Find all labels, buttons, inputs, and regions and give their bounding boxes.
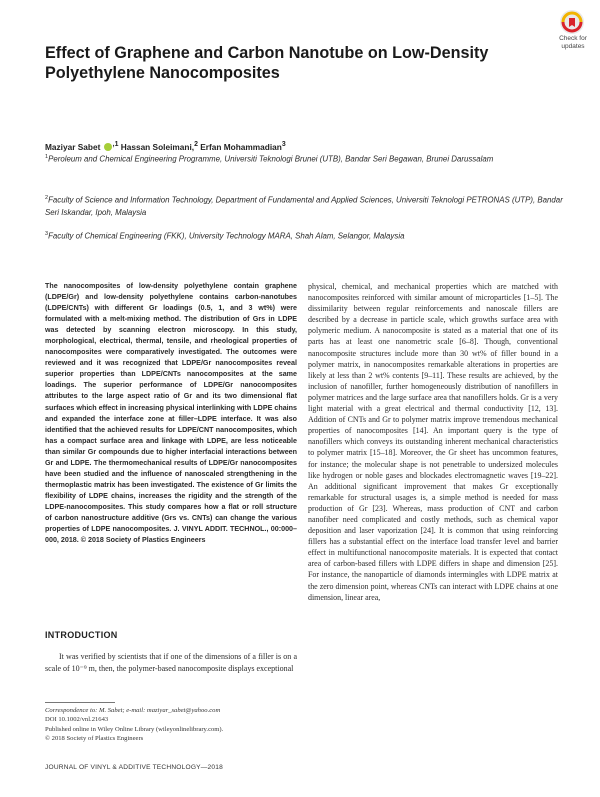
journal-footer: JOURNAL OF VINYL & ADDITIVE TECHNOLOGY—2018 xyxy=(45,764,224,771)
author-3-sup: 3 xyxy=(281,141,286,148)
author-1-sup: ,1 xyxy=(112,141,119,148)
author-3[interactable]: Erfan Mohammadian xyxy=(200,141,282,152)
published-note[interactable]: Published online in Wiley Online Library (wileyonlinelibrary.com). xyxy=(45,725,224,733)
affiliation-3 xyxy=(45,228,565,243)
affiliation-2-sup: 2 xyxy=(45,195,49,201)
copyright-note: © 2018 Society of Plastics Engineers xyxy=(45,735,144,743)
author-1[interactable]: Maziyar Sabet xyxy=(45,141,101,152)
doi-note[interactable]: DOI 10.1002/vnl.21643 xyxy=(45,716,109,724)
affiliation-2 xyxy=(45,192,565,220)
abstract: The nanocomposites of low-density polyethylene contain graphene (LDPE/Gr) and low-density polyethylene contains carbon-nanotubes (LDPE/CNTs) with different Gr loadings (0.5, 1, and 3 wt%) were formulated with a melt-mixing method. The distribution of Grs in LDPE was detected by scanning electron microscopy. In this study, morphological, electrical, thermal, tensile, and rheological properties of nanocomposites were comparatively investigated. The outcomes were reviewed and it was recognized that LDPE/Gr nanocomposites reveal superior properties than LDPE/CNTs nanocomposites at the same loadings. The superior performance of LDPE/Gr nanocomposites attributes to the large aspect ratio of Gr and its two dimensional flat surfaces which effect in increasing physical interlinking with LDPE chains and expanded the interface zone at filler–LDPE interface. It was also identified that the achieved results for LDPE/CNT nanocomposites, which has a compact surface area and linkage with LDPE, are less noticeable than similar Gr compounds due to higher interfacial interactions between Gr and LDPE. The thermomechanical results of LDPE/Gr nanocomposites have been studied and the influence of nanoscaled strengthening in the thermoplastic matrix has been investigated. The existence of Gr limits the flexibility of LDPE chains, increases the rigidity and the strength of the LDPE-nanocomposites. This study compares how a flat or roll structure of carbon nanostructure additive (Grs vs. CNTs) can change the various properties of LDPE nanocomposites. J. VINYL ADDIT. TECHNOL., 00:000–000, 2018. © 2018 Society of Plastics Engineers xyxy=(45,282,297,545)
affiliation-1-text: Peroleum and Chemical Engineering Programme, Universiti Teknologi Brunei (UTB), Bandar Seri Begawan, Brunei Darussalam xyxy=(48,154,494,164)
paper-title: Effect of Graphene and Carbon Nanotube on Low-Density Polyethylene Nanocomposites xyxy=(45,44,489,82)
affiliation-3-text: Faculty of Chemical Engineering (FKK), University Technology MARA, Shah Alam, Selangor, Malaysia xyxy=(48,231,405,241)
correspondence-note[interactable]: Correspondence to: M. Sabet; e-mail: maziyar_sabet@yahoo.com xyxy=(45,707,221,714)
affiliation-1 xyxy=(45,151,565,166)
orcid-icon[interactable] xyxy=(104,143,112,151)
footnotes xyxy=(45,706,305,744)
affiliation-3-sup: 3 xyxy=(45,231,49,237)
affiliation-2-text: Faculty of Science and Information Technology, Department of Fundamental and Applied Sciences, Universiti Teknologi PETRONAS (UTP), Bandar Seri Iskandar, Ipoh, Malaysia xyxy=(45,195,563,218)
body-text-right-column: physical, chemical, and mechanical properties which are matched with nanocomposites reinforced with similar amount of microparticles [1–5]. The dissimilarity between regular reinforcements and nanoscale fillers are described by a decrease in particle scale, which growths surface area with polymeric medium. A nanocomposite is stated as a material that one of its parts has at least one nanometric scale [6–8]. Though, conventional nanocomposite structures include more than 30 wt% of filler bound in a polymer matrix, in nanocomposites remarkable alterations in properties are likely at less than 2 wt% contents [9–11]. These results are achieved, by the inclusion of nanofiller, further homogeneously distribution of nanofillers in polymer matrices and the large surface area that nanofillers holds. Gr is a very light material with a great electrical and thermal conductivity [12, 13]. Addition of CNTs and Gr to polymer matrix improve tremendous mechanical properties of nanocomposites [14]. An important query is the type of nanofillers which conveys its outstanding inherent mechanical characteristics to polymer matrix [15–18]. Moreover, the Gr sheet has uncommon features, for instance; the molecular shape is not penetrable to undersized molecules like hydrogen or noble gases and blockades electromagnetic waves [19–22]. An additional significant improvement that makes Gr exceptionally remarkable for structural usages is, a simple method is needed for mass production of Gr [23]. Whereas, mass production of CNT and carbon nanofiber need complicated and costly methods, such as chemical vapor deposition and laser vaporization [24]. It is common that using reinforcing fillers has a substantial effect on the interface load transfer level and barrier effect in multifunctional nanocomposite materials. It is expected that contact area of carbon-based fillers with LDPE differs in shape and dimension [25]. For instance, the nanoparticle of diamonds intermingles with LDPE matrix at the zero dimension point, whereas CNTs can interact with LDPE chains at one dimension, linear area, xyxy=(308,282,558,602)
author-2-sup: 2 xyxy=(194,141,198,148)
check-updates-icon xyxy=(560,10,584,34)
introduction-text: It was verified by scientists that if one of the dimensions of a filler is on a scale of 10⁻⁹ m, then, the polymer-based nanocomposite displays exceptional xyxy=(45,652,297,673)
check-for-updates-badge[interactable] xyxy=(548,8,598,56)
footnote-divider xyxy=(45,702,115,703)
author-2[interactable]: Hassan Soleimani, xyxy=(120,141,195,152)
check-updates-label: Check for updates xyxy=(559,35,587,50)
section-heading-introduction: INTRODUCTION xyxy=(45,630,118,640)
affiliation-1-sup: 1 xyxy=(45,154,49,160)
